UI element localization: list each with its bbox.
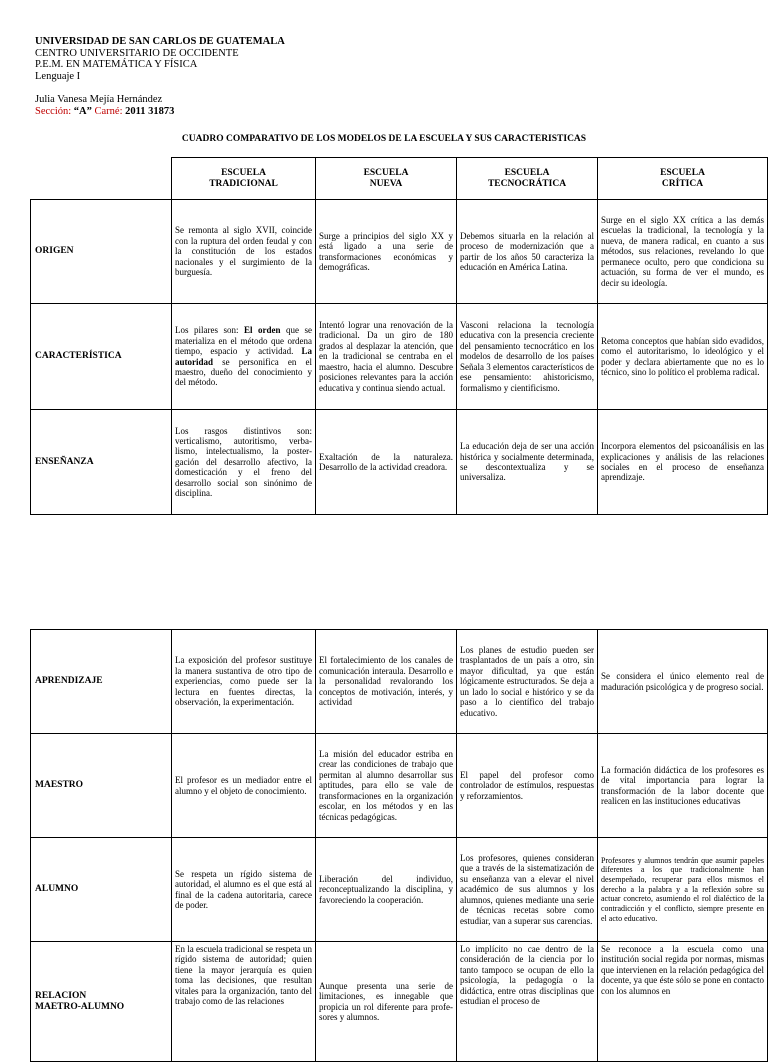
- col-header-tradicional: ESCUELA TRADICIONAL: [172, 158, 316, 200]
- table-row: [31, 838, 768, 942]
- row-label-aprendizaje: APRENDIZAJE: [31, 630, 172, 734]
- table-cell: Se remonta al siglo XVII, coincide con la ruptura del orden feudal y con la constitución de los estados nacionales y el surgimiento de la burguesía.: [172, 200, 316, 304]
- table-cell: Debemos situarla en la relación al proceso de modernización que a partir de los años 50 caracteriza la educación en América Latina.: [457, 200, 598, 304]
- table-cell: Los pilares son: El orden que se materializa en el método que ordena tiempo, espacio y actividad. La autoridad se personifica en el maestro, dueño del conocimiento y del método.: [172, 304, 316, 410]
- table-cell: Incorpora elementos del psicoanálisis en las explicaciones y análisis de las relaciones sociales en el proceso de enseñanza aprendizaje.: [598, 410, 768, 515]
- table-cell: Exaltación de la naturaleza. Desarrollo de la actividad creadora.: [316, 410, 457, 515]
- section-line: [35, 106, 285, 118]
- table-cell: Intentó lograr una renovación de la tradicional. Da un giro de 180 grados al desplazar la atención, que en la tradicional se centraba en el maestro, hacia el alumno. Descubre posiciones relevantes para la acción educativa y continua siendo actual.: [316, 304, 457, 410]
- table-cell: La formación didáctica de los profesores es de vital importancia para lograr la transformación de la labor docente que realicen en las instituciones educativas: [598, 734, 768, 838]
- section-value: “A”: [73, 105, 92, 117]
- table-row: [31, 630, 768, 734]
- program-name: P.E.M. EN MATEMÁTICA Y FÍSICA: [35, 59, 198, 71]
- table-row: [31, 200, 768, 304]
- table-cell: En la escuela tradicional se respeta un rígido sistema de autoridad; quien tiene la mayor jerarquía es quien toma las decisiones, que resultan vitales para la organización, tanto del trabajo como de las relaciones: [172, 942, 316, 1062]
- table-cell: El fortalecimiento de los canales de comunicación interaula. Desarrollo e la personalidad revalorando los conceptos de motivación, interés, y actividad: [316, 630, 457, 734]
- table-row: [31, 734, 768, 838]
- table-cell: Los profesores, quienes consideran que a través de la sistematización de su enseñanza van a elevar el nivel académico de sus alumnos y los alumnos, quienes mediante una serie de técnicas recetas sobre como estudiar, van a superar sus carencias.: [457, 838, 598, 942]
- col-header-critica: ESCUELA CRÍTICA: [598, 158, 768, 200]
- document-title: CUADRO COMPARATIVO DE LOS MODELOS DE LA ESCUELA Y SUS CARACTERISTICAS: [181, 134, 587, 144]
- table-cell: El profesor es un mediador entre el alumno y el objeto de conocimiento.: [172, 734, 316, 838]
- table-cell: Los rasgos distintivos son: verticalismo, autoritismo, verba-lismo, intelectualismo, la poster-gación del desarrollo afectivo, la domesticación y el freno del desarrollo social son sinónimo de disciplina.: [172, 410, 316, 515]
- table-cell: Liberación del individuo, reconceptualizando la disciplina, y favoreciendo la cooperación.: [316, 838, 457, 942]
- col-header-tecnocratica: ESCUELA TECNOCRÁTICA: [457, 158, 598, 200]
- table-cell: La educación deja de ser una acción histórica y socialmente determinada, se descontextualiza y se universaliza.: [457, 410, 598, 515]
- table-cell: Surge a principios del siglo XX y está ligado a una serie de transformaciones económicas y demográficas.: [316, 200, 457, 304]
- row-label-alumno: ALUMNO: [31, 838, 172, 942]
- corner-cell: [31, 158, 172, 200]
- table-cell: Lo implícito no cae dentro de la consideración de la ciencia por lo tanto tampoco se ocupan de ello la psicología, la pedagogía o la didáctica, entre otras disciplinas que estudian el proceso de: [457, 942, 598, 1062]
- course-name: Lenguaje I: [35, 70, 81, 82]
- table-header-row: [31, 158, 768, 200]
- comparison-table-part-2: [30, 629, 768, 1062]
- table-cell: El papel del profesor como controlador de estímulos, respuestas y reforzamientos.: [457, 734, 598, 838]
- table-cell: Se reconoce a la escuela como una institución social regida por normas, mismas que intervienen en la relación pedagógica del docente, ya que éste sólo se pone en contacto con los alumnos en: [598, 942, 768, 1062]
- carne-value: 2011 31873: [125, 105, 175, 117]
- center-name: CENTRO UNIVERSITARIO DE OCCIDENTE: [35, 47, 239, 59]
- table-cell: Surge en el siglo XX crítica a las demás escuelas la tradicional, la tecnología y la nueva, de manera radical, en cuanto a sus métodos, sus relaciones, revelando lo que permanece oculto, pero que condiciona su actuación, su forma de ver el mundo, es decir su ideología.: [598, 200, 768, 304]
- document-header: [35, 36, 285, 117]
- table-cell: Aunque presenta una serie de limitaciones, es innegable que propicia un rol diferente para profe-sores y alumnos.: [316, 942, 457, 1062]
- table-cell: Se considera el único elemento real de maduración psicológica y de progreso social.: [598, 630, 768, 734]
- table-row: [31, 942, 768, 1062]
- table-cell: Los planes de estudio pueden ser trasplantados de un país a otro, sin mayor dificultad, ya que están lógicamente estructurados. Se deja a un lado lo social e histórico y se da paso a lo científico del trabajo educativo.: [457, 630, 598, 734]
- university-name: UNIVERSIDAD DE SAN CARLOS DE GUATEMALA: [35, 36, 285, 47]
- row-label-ensenanza: ENSEÑANZA: [31, 410, 172, 515]
- row-label-relacion: RELACION MAETRO-ALUMNO: [31, 942, 172, 1062]
- row-label-maestro: MAESTRO: [31, 734, 172, 838]
- table-row: [31, 410, 768, 515]
- carne-label: Carné:: [94, 105, 123, 117]
- row-label-origen: ORIGEN: [31, 200, 172, 304]
- table-cell: Retoma conceptos que habían sido evadidos, como el autoritarismo, lo ideológico y el poder y declara abiertamente que no es lo técnico, sino lo político el problema radical.: [598, 304, 768, 410]
- section-label: Sección:: [35, 105, 72, 117]
- comparison-table-part-1: [30, 157, 768, 515]
- table-cell: La misión del educador estriba en crear las condiciones de trabajo que permitan al alumno desarrollar sus aptitudes, para ello se vale de transformaciones en la organización escolar, en los métodos y en las técnicas pedagógicas.: [316, 734, 457, 838]
- table-cell: Se respeta un rígido sistema de autoridad, el alumno es el que está al final de la cadena autoritaria, carece de poder.: [172, 838, 316, 942]
- table-row: [31, 304, 768, 410]
- row-label-caracteristica: CARACTERÍSTICA: [31, 304, 172, 410]
- col-header-nueva: ESCUELA NUEVA: [316, 158, 457, 200]
- student-name: Julia Vanesa Mejía Hernández: [35, 93, 163, 105]
- table-cell: Vasconi relaciona la tecnología educativa con la presencia creciente del pensamiento tecnocrático en los modelos de desarrollo de los países Señala 3 elementos característicos de ese pensamiento: ahistoricismo, formalismo y cientificismo.: [457, 304, 598, 410]
- table-cell: La exposición del profesor sustituye la manera sustantiva de otro tipo de experiencias, como puede ser la lectura en fuentes directas, la observación, la experimentación.: [172, 630, 316, 734]
- table-cell: Profesores y alumnos tendrán que asumir papeles diferentes a los que tradicionalmente han desempeñado, recuperar para ellos mismos el derecho a la palabra y a la reflexión sobre su actuar concreto, asumiendo el rol dialéctico de la contradicción y el conflicto, siempre presente en el acto educativo.: [598, 838, 768, 942]
